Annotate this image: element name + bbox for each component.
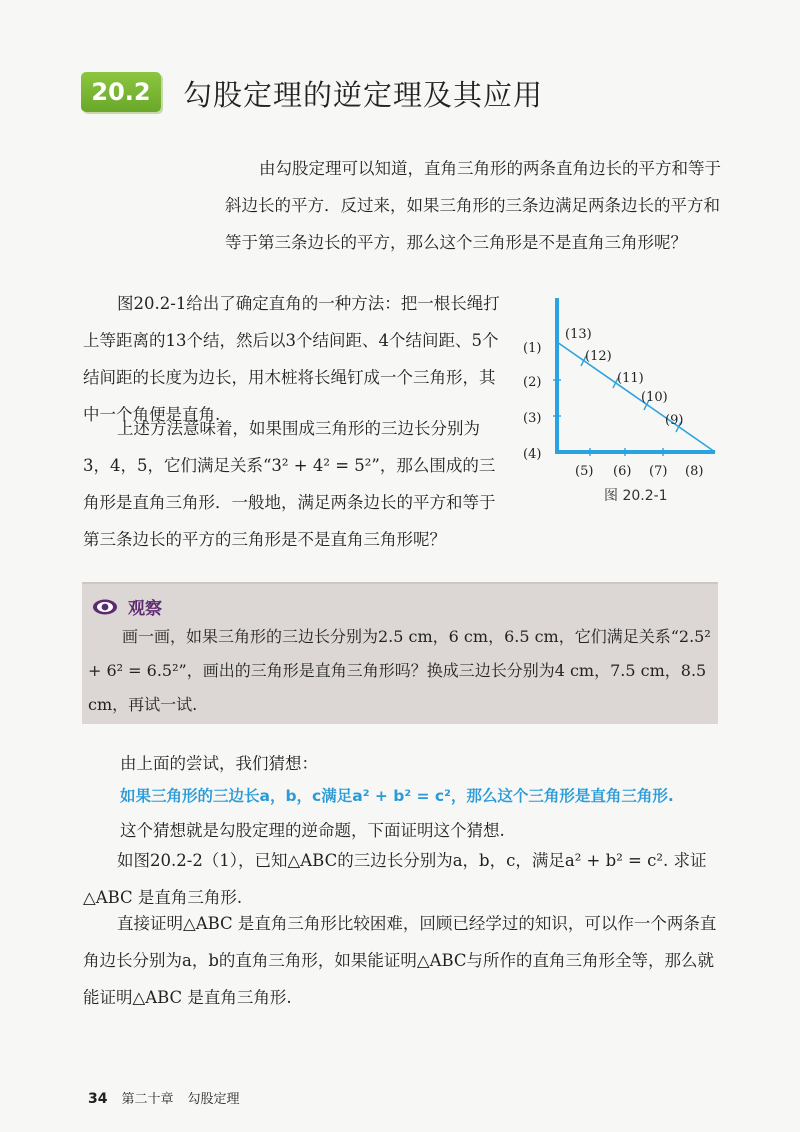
label-left-1: (1) — [523, 341, 542, 356]
label-hyp-13: (13) — [565, 327, 592, 342]
intro-paragraph: 由勾股定理可以知道，直角三角形的两条直角边长的平方和等于斜边长的平方．反过来，如果三角形的三条边满足两条边长的平方和等于第三条边长的平方，那么这个三角形是不是直角三角形呢？ — [225, 159, 721, 252]
section-title: 勾股定理的逆定理及其应用 — [183, 78, 544, 112]
label-hyp-10: (10) — [641, 390, 668, 405]
label-hyp-12: (12) — [585, 349, 612, 364]
observe-title: 观察 — [128, 599, 162, 619]
label-left-2: (2) — [523, 375, 542, 390]
observe-box — [82, 582, 718, 724]
paragraph-implication: 上述方法意味着，如果围成三角形的三边长分别为3，4，5，它们满足关系“3² + 4² = 5²”，那么围成的三角形是直角三角形．一般地，满足两条边长的平方和等于第三条边长的平方的三角形是不是直角三角形呢？ — [83, 419, 496, 549]
label-bottom-6: (6) — [613, 464, 632, 479]
paragraph-converse: 这个猜想就是勾股定理的逆命题，下面证明这个猜想. — [120, 821, 505, 840]
label-hyp-11: (11) — [617, 371, 644, 386]
observe-text: 画一画，如果三角形的三边长分别为2.5 cm，6 cm，6.5 cm，它们满足关系“2.5² + 6² = 6.5²”，画出的三角形是直角三角形吗？换成三边长分别为4 cm，7.5 cm，8.5 cm，再试一试. — [88, 627, 711, 714]
observe-header — [92, 594, 162, 619]
label-bottom-8: (8) — [685, 464, 704, 479]
label-bottom-7: (7) — [649, 464, 668, 479]
paragraph-method: 图20.2-1给出了确定直角的一种方法：把一根长绳打上等距离的13个结，然后以3个结间距、4个结间距、5个结间距的长度为边长，用木桩将长绳钉成一个三角形，其中一个角便是直角. — [83, 294, 500, 424]
label-left-4: (4) — [523, 447, 542, 462]
chapter-label: 第二十章 — [121, 1092, 174, 1107]
page-number: 34 — [88, 1091, 108, 1107]
chapter-title: 勾股定理 — [187, 1092, 240, 1107]
label-left-3: (3) — [523, 411, 542, 426]
section-number-badge: 20.2 — [81, 72, 161, 112]
paragraph-given: 如图20.2-2（1），已知△ABC的三边长分别为a，b，c，满足a² + b² = c². 求证△ABC 是直角三角形. — [83, 851, 707, 907]
page-footer — [88, 1088, 240, 1107]
label-bottom-5: (5) — [575, 464, 594, 479]
paragraph-proof-idea: 直接证明△ABC 是直角三角形比较困难，回顾已经学过的知识，可以作一个两条直角边长分别为a，b的直角三角形，如果能证明△ABC与所作的直角三角形全等，那么就能证明△ABC 是直角三角形. — [83, 914, 717, 1007]
label-hyp-9: (9) — [665, 413, 684, 428]
knot-triangle-figure — [515, 290, 735, 510]
hypotenuse — [557, 342, 715, 452]
figure-caption: 图 20.2-1 — [604, 488, 668, 504]
paragraph-attempt: 由上面的尝试，我们猜想： — [120, 754, 318, 773]
conjecture-statement: 如果三角形的三边长a，b，c满足a² + b² = c²，那么这个三角形是直角三角形. — [120, 787, 674, 805]
eye-icon — [92, 598, 118, 616]
